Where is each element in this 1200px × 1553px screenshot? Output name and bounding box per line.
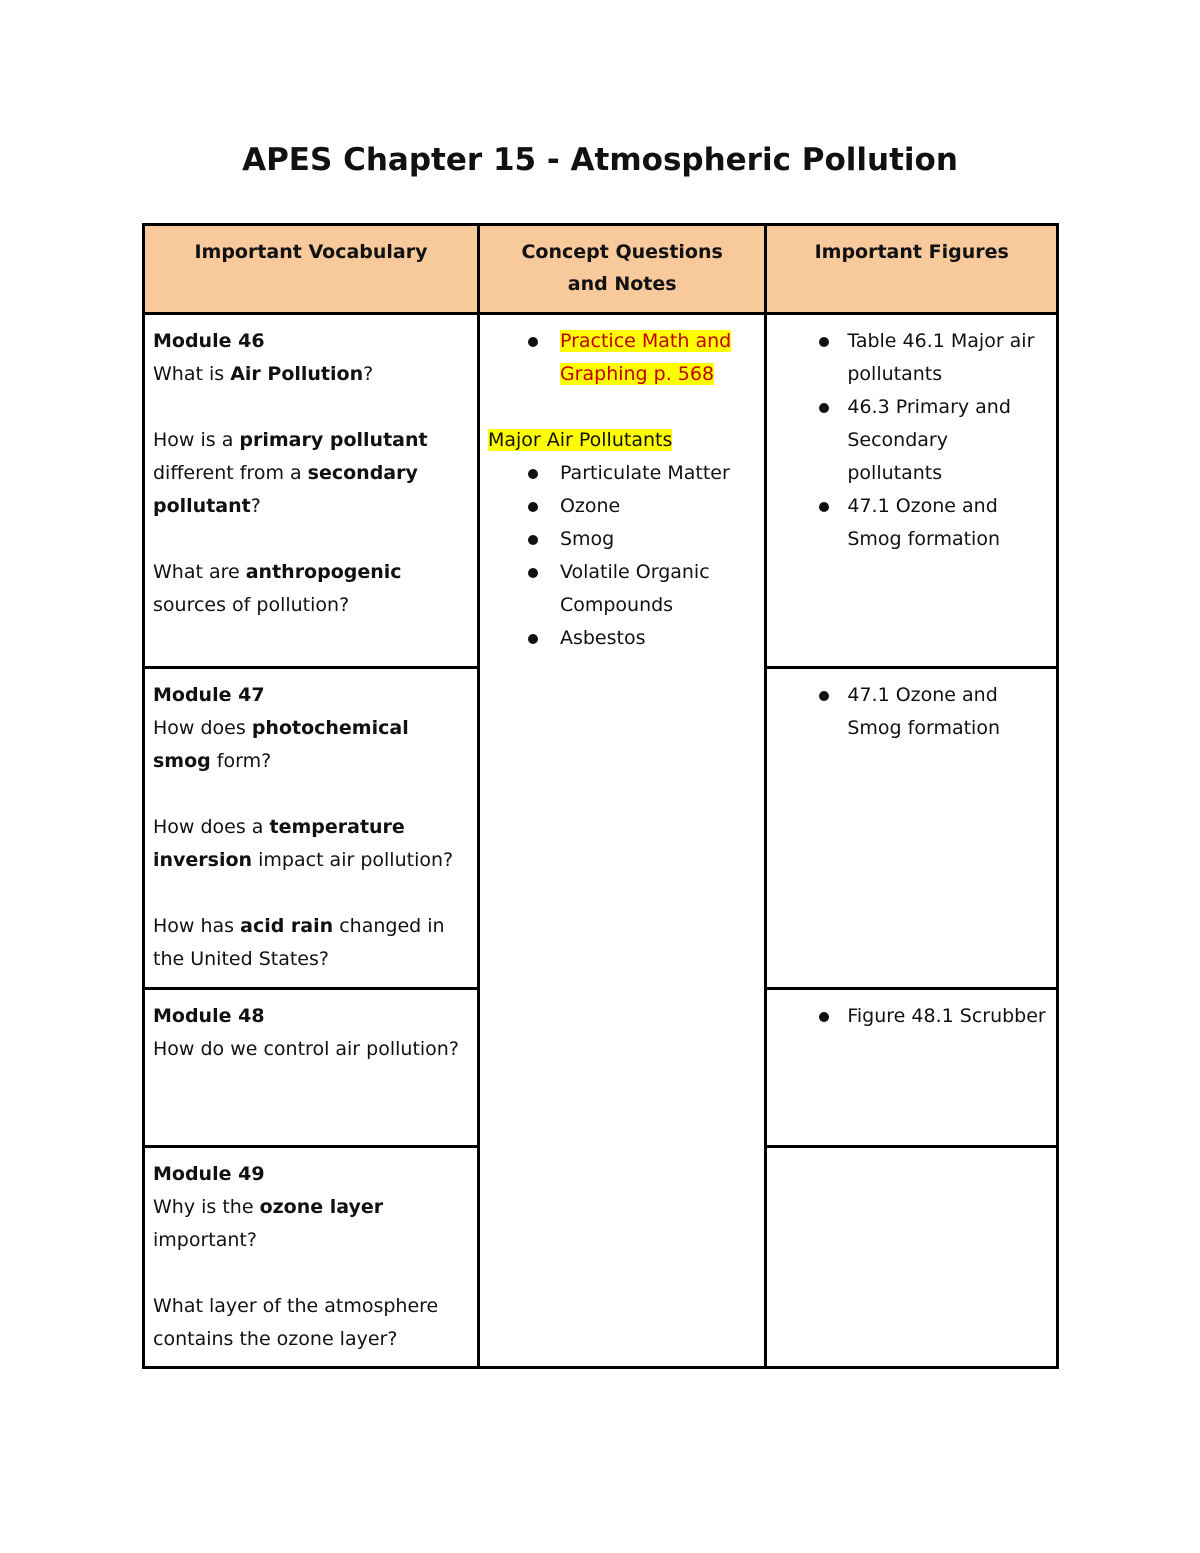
bullet-icon xyxy=(528,337,538,347)
list-item: Volatile Organic Compounds xyxy=(488,556,756,622)
list-item: Smog xyxy=(488,523,756,556)
list-item: Asbestos xyxy=(488,622,756,655)
bullet-icon xyxy=(528,568,538,578)
bullet-icon xyxy=(819,502,829,512)
header-concept-questions xyxy=(478,225,765,314)
module-46-row xyxy=(144,314,1058,668)
vocab-term: Air Pollution xyxy=(230,363,364,385)
bullet-icon xyxy=(819,1012,829,1022)
list-item: 46.3 Primary and Secondary pollutants xyxy=(775,391,1048,490)
vocab-term: temperature inversion xyxy=(153,816,405,871)
module-49-vocab-cell xyxy=(144,1147,479,1368)
figures-list xyxy=(775,1000,1048,1033)
module-title: Module 46 xyxy=(153,330,265,352)
bullet-icon xyxy=(819,691,829,701)
vocab-term: primary pollutant xyxy=(239,429,428,451)
module-46-figures-cell xyxy=(766,314,1058,668)
question: How do we control air pollution? xyxy=(153,1038,459,1060)
module-47-vocab-cell xyxy=(144,668,479,989)
module-title: Module 49 xyxy=(153,1163,265,1185)
concept-notes-cell xyxy=(478,314,765,1368)
header-concept-line-2: and Notes xyxy=(567,273,677,295)
figures-list xyxy=(775,679,1048,745)
question: How does photochemical smog form? xyxy=(153,717,409,772)
figures-list xyxy=(775,325,1048,556)
vocab-term: secondary pollutant xyxy=(153,462,418,517)
list-item: Table 46.1 Major air pollutants xyxy=(775,325,1048,391)
bullet-icon xyxy=(819,337,829,347)
practice-note: Practice Math and Graphing p. 568 xyxy=(559,330,732,385)
vocab-term: anthropogenic xyxy=(245,561,402,583)
question: Why is the ozone layer important? xyxy=(153,1196,384,1251)
notes-table xyxy=(142,223,1059,1369)
vocab-term: photochemical smog xyxy=(153,717,409,772)
vocab-term: ozone layer xyxy=(259,1196,384,1218)
document-title: APES Chapter 15 - Atmospheric Pollution xyxy=(242,142,958,178)
module-48-vocab-cell xyxy=(144,989,479,1147)
list-item: 47.1 Ozone and Smog formation xyxy=(775,679,1048,745)
list-item xyxy=(488,325,756,391)
module-49-figures-cell xyxy=(766,1147,1058,1368)
module-46-vocab-cell xyxy=(144,314,479,668)
major-pollutants-heading: Major Air Pollutants xyxy=(487,429,673,451)
list-item: 47.1 Ozone and Smog formation xyxy=(775,490,1048,556)
question: What layer of the atmosphere contains the ozone layer? xyxy=(153,1295,439,1350)
bullet-icon xyxy=(528,469,538,479)
question: What is Air Pollution? xyxy=(153,363,374,385)
question: How has acid rain changed in the United States? xyxy=(153,915,445,970)
list-item: Particulate Matter xyxy=(488,457,756,490)
bullet-icon xyxy=(528,535,538,545)
header-concept-line-1: Concept Questions xyxy=(521,241,723,263)
bullet-icon xyxy=(528,634,538,644)
module-title: Module 47 xyxy=(153,684,265,706)
module-48-figures-cell xyxy=(766,989,1058,1147)
list-item: Ozone xyxy=(488,490,756,523)
vocab-term: acid rain xyxy=(240,915,334,937)
header-row xyxy=(144,225,1058,314)
question: How is a primary pollutant different from a secondary pollutant? xyxy=(153,429,428,517)
question: What are anthropogenic sources of pollution? xyxy=(153,561,402,616)
list-item: Figure 48.1 Scrubber xyxy=(775,1000,1048,1033)
practice-list xyxy=(488,325,756,391)
module-title: Module 48 xyxy=(153,1005,265,1027)
bullet-icon xyxy=(819,403,829,413)
pollutants-list xyxy=(488,457,756,655)
module-47-figures-cell xyxy=(766,668,1058,989)
question: How does a temperature inversion impact air pollution? xyxy=(153,816,454,871)
header-vocabulary: Important Vocabulary xyxy=(144,225,479,314)
bullet-icon xyxy=(528,502,538,512)
header-figures: Important Figures xyxy=(766,225,1058,314)
